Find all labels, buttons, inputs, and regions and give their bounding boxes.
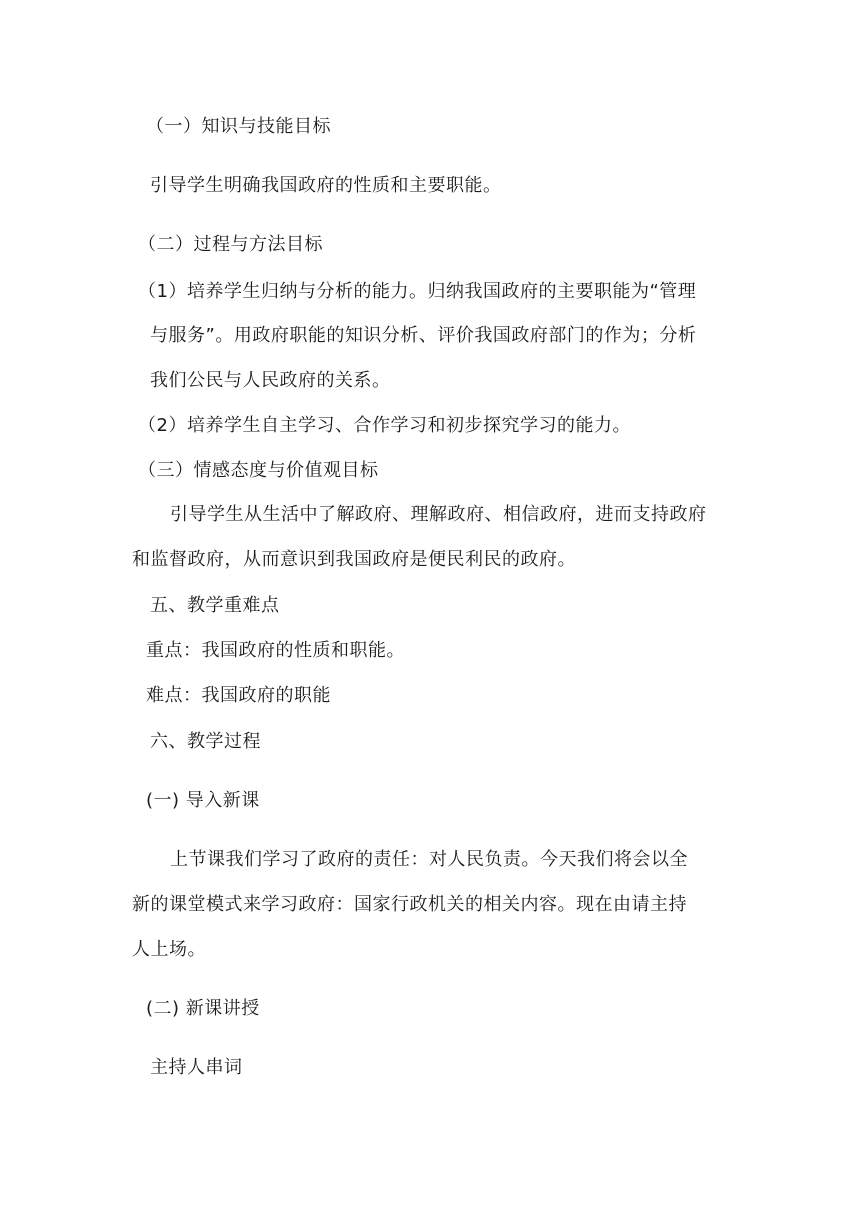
paragraph-intro-line-3: 人上场。 [132, 939, 206, 960]
paragraph-emotion-line-1: 引导学生从生活中了解政府、理解政府、相信政府，进而支持政府 [170, 504, 707, 525]
paragraph-intro-line-2: 新的课堂模式来学习政府：国家行政机关的相关内容。现在由请主持 [132, 894, 687, 915]
heading-new-lesson: (二) 新课讲授 [146, 998, 260, 1019]
list-item-1-line-2: 与服务”。用政府职能的知识分析、评价我国政府部门的作为；分析 [150, 325, 697, 346]
paragraph-intro-line-1: 上节课我们学习了政府的责任：对人民负责。今天我们将会以全 [170, 849, 688, 870]
heading-process-method-goal: （二）过程与方法目标 [138, 234, 323, 255]
heading-key-difficult-points: 五、教学重难点 [150, 595, 280, 616]
heading-knowledge-skill-goal: （一）知识与技能目标 [146, 116, 331, 137]
paragraph-emotion-line-2: 和监督政府，从而意识到我国政府是便民利民的政府。 [132, 549, 576, 570]
difficult-point: 难点：我国政府的职能 [146, 685, 331, 706]
list-item-1-line-3: 我们公民与人民政府的关系。 [150, 370, 391, 391]
paragraph-knowledge-goal: 引导学生明确我国政府的性质和主要职能。 [150, 175, 502, 196]
host-script-heading: 主持人串词 [150, 1057, 243, 1078]
heading-introduce-lesson: (一) 导入新课 [146, 790, 260, 811]
list-item-2: （2）培养学生自主学习、合作学习和初步探究学习的能力。 [138, 415, 631, 436]
heading-teaching-process: 六、教学过程 [150, 731, 261, 752]
heading-emotion-value-goal: （三）情感态度与价值观目标 [138, 460, 379, 481]
list-item-1-line-1: （1）培养学生归纳与分析的能力。归纳我国政府的主要职能为“管理 [138, 281, 697, 302]
key-point: 重点：我国政府的性质和职能。 [146, 640, 405, 661]
